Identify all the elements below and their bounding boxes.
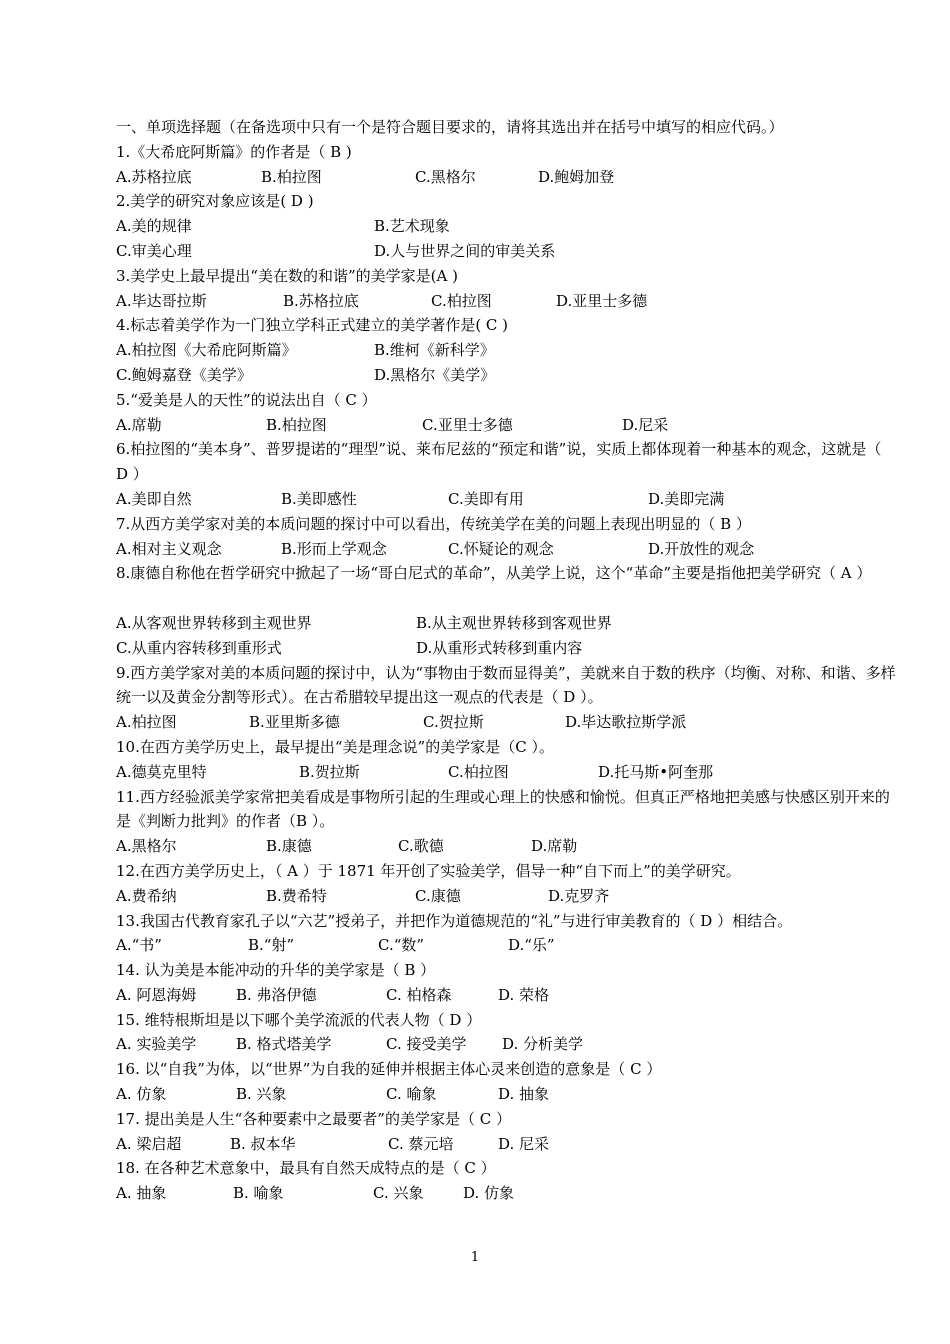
option-c: C. 蔡元培 xyxy=(388,1134,454,1153)
option-a: A.相对主义观念 xyxy=(116,539,222,558)
option-b: B.康德 xyxy=(266,837,312,856)
options-13 xyxy=(116,933,896,958)
options-4b xyxy=(116,363,896,388)
option-a: A.席勒 xyxy=(116,415,162,434)
option-c: C.审美心理 xyxy=(116,241,192,260)
option-d: D. 尼采 xyxy=(498,1134,550,1153)
option-b: B.从主观世界转移到客观世界 xyxy=(416,613,612,632)
options-18 xyxy=(116,1181,896,1206)
question-14: 14. 认为美是本能冲动的升华的美学家是（ B ） xyxy=(116,961,436,980)
option-d: D.黑格尔《美学》 xyxy=(374,365,496,384)
options-16 xyxy=(116,1082,896,1107)
option-d: D.席勒 xyxy=(531,837,578,856)
options-10 xyxy=(116,760,896,785)
option-c: C.康德 xyxy=(415,886,461,905)
option-a: A.黑格尔 xyxy=(116,837,177,856)
option-d: D.从重形式转移到重内容 xyxy=(416,638,583,657)
option-a: A. 实验美学 xyxy=(116,1035,197,1054)
option-d: D.人与世界之间的审美关系 xyxy=(374,241,556,260)
option-d: D.美即完满 xyxy=(648,489,725,508)
option-b: B.费希特 xyxy=(266,886,327,905)
question-8: 8.康德自称他在哲学研究中掀起了一场“哥白尼式的革命”，从美学上说，这个“革命”主要是指他把美学研究（ A ） xyxy=(116,564,872,583)
option-d: D. 抽象 xyxy=(498,1085,550,1104)
question-17: 17. 提出美是人生“各种要素中之最要者”的美学家是（ C ） xyxy=(116,1109,511,1128)
options-17 xyxy=(116,1132,896,1157)
options-8b xyxy=(116,636,896,661)
option-d: D.尼采 xyxy=(622,415,669,434)
option-d: D. 分析美学 xyxy=(502,1035,584,1054)
option-d: D.开放性的观念 xyxy=(648,539,755,558)
option-a: A.美即自然 xyxy=(116,489,192,508)
option-c: C.怀疑论的观念 xyxy=(448,539,554,558)
option-c: C.亚里士多德 xyxy=(422,415,513,434)
option-c: C.鲍姆嘉登《美学》 xyxy=(116,365,252,384)
option-c: C.“数” xyxy=(378,936,425,955)
option-a: A. 梁启超 xyxy=(116,1134,182,1153)
option-c: C.歌德 xyxy=(398,837,444,856)
option-b: B. 喻象 xyxy=(233,1184,284,1203)
question-18: 18. 在各种艺术意象中，最具有自然天成特点的是（ C ） xyxy=(116,1159,496,1178)
option-a: A. 阿恩海姆 xyxy=(116,985,197,1004)
option-b: B.艺术现象 xyxy=(374,217,450,236)
section-title: 一、单项选择题（在备选项中只有一个是符合题目要求的，请将其选出并在括号中填写的相应代码。） xyxy=(116,118,784,136)
option-d: D. 荣格 xyxy=(498,985,550,1004)
option-b: B. 格式塔美学 xyxy=(236,1035,332,1054)
question-13: 13.我国古代教育家孔子以“六艺”授弟子，并把作为道德规范的“礼”与进行审美教育的（ D ）相结合。 xyxy=(116,911,793,930)
option-b: B.“射” xyxy=(248,936,295,955)
option-d: D. 仿象 xyxy=(463,1184,515,1203)
option-b: B.亚里斯多德 xyxy=(249,713,340,732)
options-4a xyxy=(116,338,896,363)
option-a: A.美的规律 xyxy=(116,217,192,236)
option-a: A. 抽象 xyxy=(116,1184,167,1203)
options-5 xyxy=(116,413,896,438)
option-d: D.毕达歌拉斯学派 xyxy=(565,713,687,732)
option-a: A. 仿象 xyxy=(116,1085,167,1104)
question-4: 4.标志着美学作为一门独立学科正式建立的美学著作是( C ) xyxy=(116,316,509,335)
option-c: C.柏拉图 xyxy=(448,762,509,781)
option-c: C.美即有用 xyxy=(448,489,524,508)
question-7: 7.从西方美学家对美的本质问题的探讨中可以看出，传统美学在美的问题上表现出明显的（ B ） xyxy=(116,514,751,533)
question-5: 5.“爱美是人的天性”的说法出自（ C ） xyxy=(116,390,377,409)
question-9: 9.西方美学家对美的本质问题的探讨中，认为“事物由于数而显得美”，美就来自于数的秩序（均衡、对称、和谐、多样统一以及黄金分割等形式）。在古希腊较早提出这一观点的代表是（ D ）。 xyxy=(116,663,896,707)
option-b: B. 弗洛伊德 xyxy=(236,985,317,1004)
option-c: C.从重内容转移到重形式 xyxy=(116,638,282,657)
option-c: C. 柏格森 xyxy=(386,985,452,1004)
option-c: C. 喻象 xyxy=(386,1085,437,1104)
option-a: A.柏拉图《大希庇阿斯篇》 xyxy=(116,341,297,360)
question-12: 12.在西方美学历史上，（ A ）于 1871 年开创了实验美学，倡导一种“自下而上”的美学研究。 xyxy=(116,861,741,880)
question-16: 16. 以“自我”为体，以“世界”为自我的延伸并根据主体心灵来创造的意象是（ C ） xyxy=(116,1060,662,1079)
options-15 xyxy=(116,1032,896,1057)
option-c: C.贺拉斯 xyxy=(423,713,484,732)
option-c: C. 兴象 xyxy=(373,1184,424,1203)
option-b: B.贺拉斯 xyxy=(299,762,360,781)
question-15: 15. 维特根斯坦是以下哪个美学流派的代表人物（ D ） xyxy=(116,1010,482,1029)
options-14 xyxy=(116,983,896,1008)
question-10: 10.在西方美学历史上，最早提出“美是理念说”的美学家是（C ）。 xyxy=(116,737,554,756)
option-b: B.维柯《新科学》 xyxy=(374,341,495,360)
options-1 xyxy=(116,165,896,190)
options-11 xyxy=(116,834,896,859)
options-3 xyxy=(116,289,896,314)
option-d: D.“乐” xyxy=(508,936,555,955)
option-c: C. 接受美学 xyxy=(386,1035,467,1054)
options-2b xyxy=(116,239,896,264)
option-d: D.鲍姆加登 xyxy=(538,167,615,186)
option-a: A.苏格拉底 xyxy=(116,167,192,186)
option-b: B.柏拉图 xyxy=(261,167,322,186)
options-6 xyxy=(116,487,896,512)
option-d: D.托马斯•阿奎那 xyxy=(598,762,714,781)
option-b: B. 兴象 xyxy=(236,1085,287,1104)
question-6: 6.柏拉图的“美本身”、普罗提诺的“理型”说、莱布尼兹的“预定和谐”说，实质上都体现着一种基本的观念，这就是（ D ） xyxy=(116,440,882,484)
option-b: B. 叔本华 xyxy=(230,1134,296,1153)
options-8a xyxy=(116,611,896,636)
options-12 xyxy=(116,884,896,909)
option-a: A.从客观世界转移到主观世界 xyxy=(116,613,312,632)
option-c: C.柏拉图 xyxy=(431,291,492,310)
option-a: A.柏拉图 xyxy=(116,713,177,732)
option-a: A.德莫克里特 xyxy=(116,762,207,781)
document-body xyxy=(116,115,896,1206)
option-b: B.美即感性 xyxy=(281,489,357,508)
option-b: B.柏拉图 xyxy=(266,415,327,434)
question-3: 3.美学史上最早提出“美在数的和谐”的美学家是(A ) xyxy=(116,266,458,285)
question-2: 2.美学的研究对象应该是( D ) xyxy=(116,192,314,211)
option-a: A.“书” xyxy=(116,936,162,955)
option-b: B.形而上学观念 xyxy=(281,539,387,558)
option-a: A.毕达哥拉斯 xyxy=(116,291,207,310)
options-2a xyxy=(116,214,896,239)
question-11: 11.西方经验派美学家常把美看成是事物所引起的生理或心理上的快感和愉悦。但真正严格地把美感与快感区别开来的是《判断力批判》的作者（B ）。 xyxy=(116,787,890,831)
option-a: A.费希纳 xyxy=(116,886,177,905)
options-9 xyxy=(116,710,896,735)
option-d: D.亚里士多德 xyxy=(556,291,648,310)
option-d: D.克罗齐 xyxy=(548,886,610,905)
page-number: 1 xyxy=(470,1250,480,1265)
option-c: C.黑格尔 xyxy=(415,167,476,186)
option-b: B.苏格拉底 xyxy=(283,291,359,310)
options-7 xyxy=(116,537,896,562)
question-1: 1.《大希庇阿斯篇》的作者是（ B ) xyxy=(116,142,352,161)
